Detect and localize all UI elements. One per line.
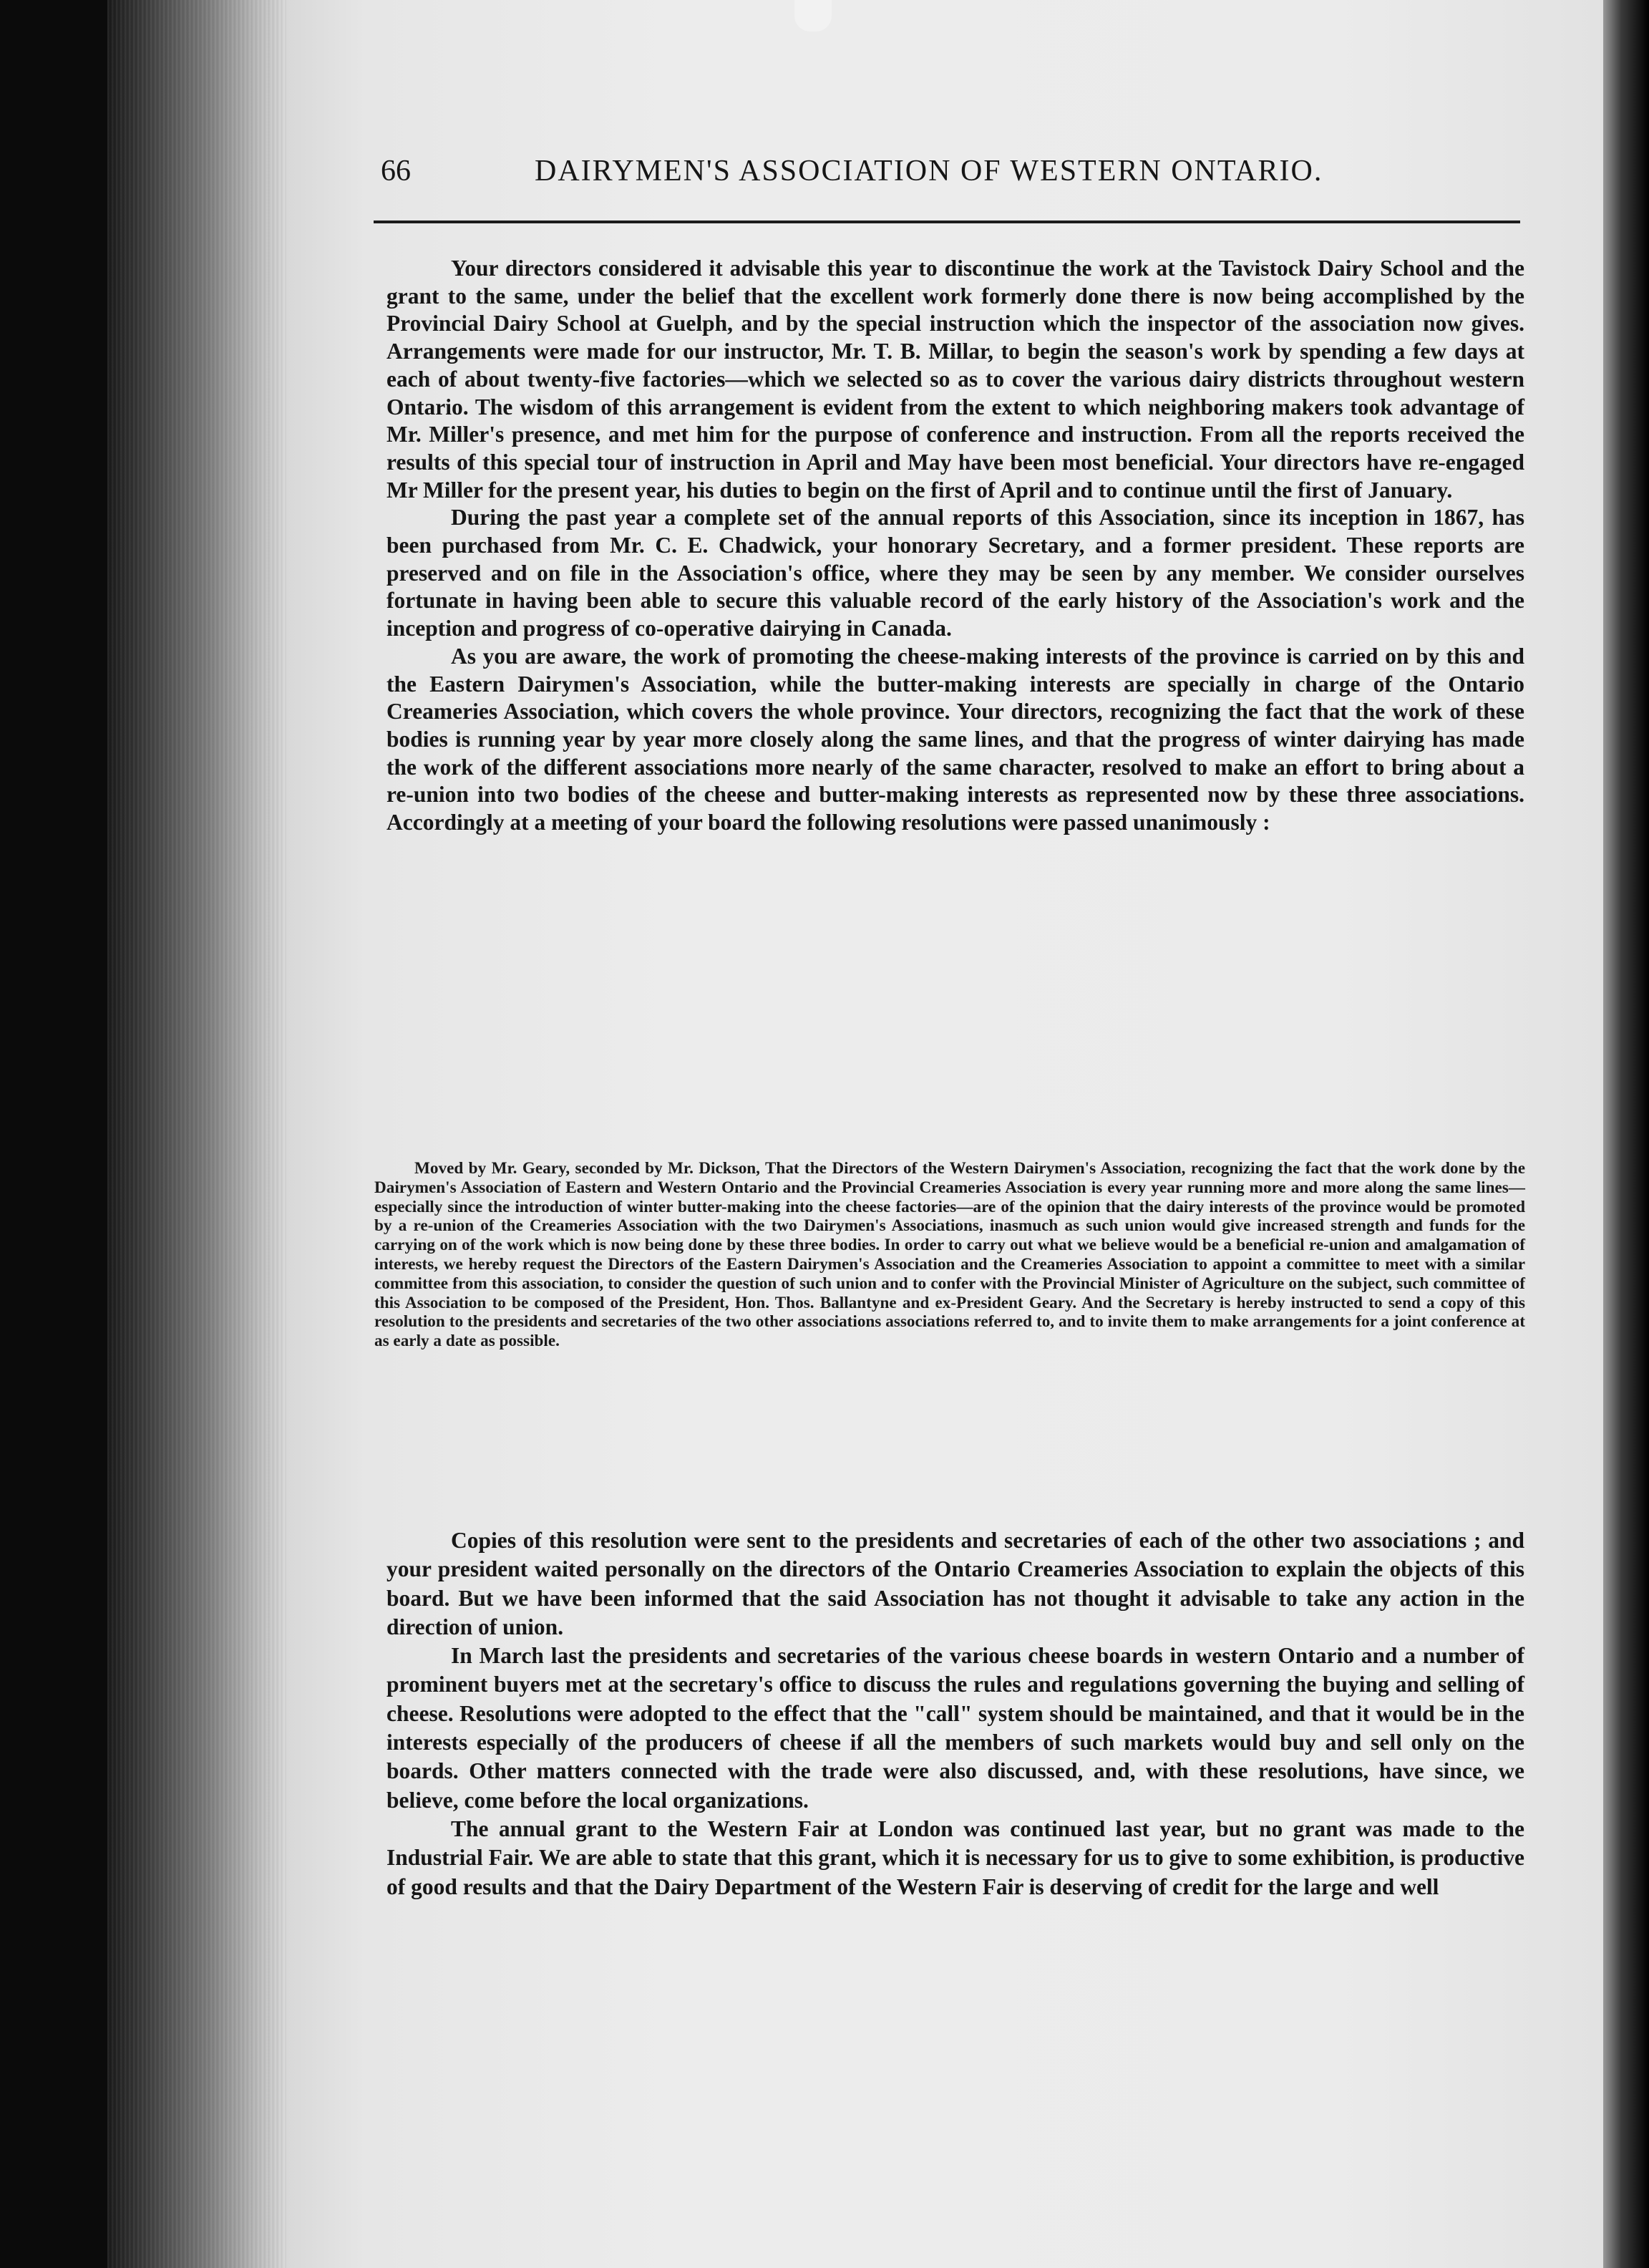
resolution-block (374, 1159, 1525, 1351)
body-text-top (386, 255, 1524, 837)
paragraph: Copies of this resolution were sent to the presidents and secretaries of each of the other two associations ; and your president waited personally on the directors of the Ontario Creameries Association to explain the objects of this board. But we have been informed that the said Association has not thought it advisable to take any action in the direction of union. (386, 1528, 1524, 1639)
header-rule (374, 220, 1520, 223)
paragraph: The annual grant to the Western Fair at London was continued last year, but no grant was made to the Industrial Fair. We are able to state that this grant, which it is necessary for us to give to some exhibition, is productive of good results and that the Dairy Department of the Western Fair is deserving of credit for the large and well (386, 1816, 1524, 1899)
body-text-bottom (386, 1526, 1524, 1901)
gutter-texture (107, 0, 286, 2268)
paragraph: During the past year a complete set of the annual reports of this Association, since its inception in 1867, has been purchased from Mr. C. E. Chadwick, your honorary Secretary, and a former president. These reports are preserved and on file in the Association's office, where they may be seen by any member. We consider ourselves fortunate in having been able to secure this valuable record of the early history of the Association's work and the inception and progress of co-operative dairying in Canada. (386, 505, 1524, 641)
page-header (381, 147, 1526, 197)
paragraph: As you are aware, the work of promoting the cheese-making interests of the province is carried on by this and the Eastern Dairymen's Association, while the butter-making interests are specially in charge of the Ontario Creameries Association, which covers the whole province. Your directors, recognizing the fact that the work of these bodies is running year by year more closely along the same lines, and that the progress of winter dairying has made the work of the different associations more nearly of the same character, resolved to make an effort to bring about a re-union into two bodies of the cheese and butter-making interests as represented now by these three associations. Accordingly at a meeting of your board the following resolutions were passed unanimously : (386, 643, 1524, 835)
page-number: 66 (381, 155, 411, 188)
right-page-edge (1603, 0, 1649, 2268)
running-title: DAIRYMEN'S ASSOCIATION OF WESTERN ONTARIO. (535, 155, 1323, 188)
paragraph: In March last the presidents and secretaries of the various cheese boards in western Ontario and a number of prominent buyers met at the secretary's office to discuss the rules and regulations governing the buying and selling of cheese. Resolutions were adopted to the effect that the "call" system should be maintained, and that it would be in the interests especially of the producers of cheese if all the members of such markets would buy and sell only on the boards. Other matters connected with the trade were also discussed, and, with these resolutions, have since, we believe, come before the local organizations. (386, 1643, 1524, 1813)
paragraph: Your directors considered it advisable this year to discontinue the work at the Tavistock Dairy School and the grant to the same, under the belief that the excellent work formerly done there is now being accomplished by the Provincial Dairy School at Guelph, and by the special instruction which the inspector of the association now gives. Arrangements were made for our instructor, Mr. T. B. Millar, to begin the season's work by spending a few days at each of about twenty-five factories—which we selected so as to cover the various dairy districts throughout western Ontario. The wisdom of this arrangement is evident from the extent to which neighboring makers took advantage of Mr. Miller's presence, and met him for the purpose of conference and instruction. From all the reports received the results of this special tour of instruction in April and May have been most beneficial. Your directors have re-engaged Mr Miller for the present year, his duties to begin on the first of April and to continue until the first of January. (386, 256, 1524, 503)
resolution-text: Moved by Mr. Geary, seconded by Mr. Dickson, That the Directors of the Western Dairymen's Association, recognizing the fact that the work done by the Dairymen's Association of Eastern and Western Ontario and the Provincial Creameries Association is every year running more and more along the same lines—especially since the introduction of winter butter-making into the cheese factories—are of the opinion that the dairy interests of the province would be promoted by a re-union of the Creameries Association with the two Dairymen's Associations, inasmuch as such union would give increased strength and funds for the carrying on of the work which is now being done by these three bodies. In order to carry out what we believe would be a beneficial re-union and amalgamation of interests, we hereby request the Directors of the Eastern Dairymen's Association and the Creameries Association to appoint a committee to meet with a similar committee from this association, to consider the question of such union and to confer with the Provincial Minister of Agriculture on the subject, such committee of this Association to be composed of the President, Hon. Thos. Ballantyne and ex-President Geary. And the Secretary is hereby instructed to send a copy of this resolution to the presidents and secretaries of the two other associations associations referred to, and to invite them to make arrangements for a joint conference at as early a date as possible. (374, 1159, 1525, 1351)
scan-artifact (794, 0, 832, 32)
